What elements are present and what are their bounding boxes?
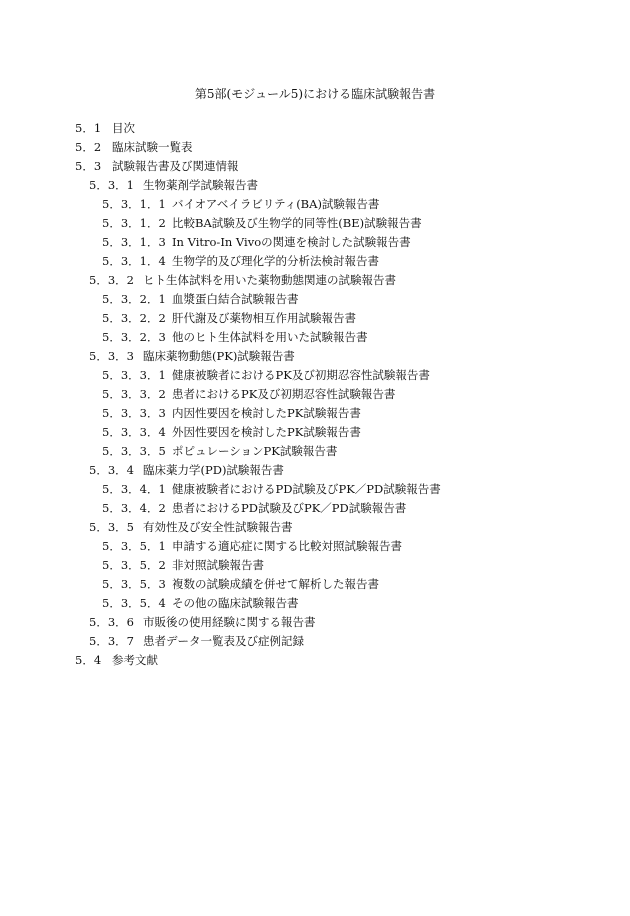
toc-entry-label: 非対照試験報告書 [172, 558, 264, 572]
toc-entry [0, 233, 630, 252]
toc-entry [0, 309, 630, 328]
toc-entry-label: 市販後の使用経験に関する報告書 [143, 615, 316, 629]
toc-entry-number: 5．3．5．2 [102, 558, 166, 572]
toc-entry-label: ヒト生体試料を用いた薬物動態関連の試験報告書 [143, 273, 396, 287]
toc-entry-number: 5．1 [75, 121, 102, 135]
toc-entry-number: 5．3．4．1 [102, 482, 166, 496]
toc-entry-label: 臨床薬力学(PD)試験報告書 [143, 463, 284, 477]
toc-entry-label: 健康被験者におけるPK及び初期忍容性試験報告書 [172, 368, 430, 382]
table-of-contents [0, 119, 630, 670]
toc-entry-label: 内因性要因を検討したPK試験報告書 [172, 406, 361, 420]
toc-entry-label: 有効性及び安全性試験報告書 [143, 520, 293, 534]
toc-entry-label: 血漿蛋白結合試験報告書 [172, 292, 299, 306]
toc-entry-label: 申請する適応症に関する比較対照試験報告書 [172, 539, 402, 553]
toc-entry-number: 5．3．3．1 [102, 368, 166, 382]
toc-entry-number: 5．3．3．4 [102, 425, 166, 439]
toc-entry-label: 臨床試験一覧表 [112, 140, 193, 154]
toc-entry-label: 患者におけるPD試験及びPK／PD試験報告書 [172, 501, 407, 515]
toc-entry [0, 613, 630, 632]
toc-entry-number: 5．3．1．4 [102, 254, 166, 268]
toc-entry-number: 5．3．7 [89, 634, 134, 648]
toc-entry [0, 461, 630, 480]
toc-entry-number: 5．3．3．5 [102, 444, 166, 458]
toc-entry [0, 138, 630, 157]
toc-entry-label: 健康被験者におけるPD試験及びPK／PD試験報告書 [172, 482, 441, 496]
toc-entry-label: バイオアベイラビリティ(BA)試験報告書 [172, 197, 380, 211]
toc-entry-label: 患者におけるPK及び初期忍容性試験報告書 [172, 387, 396, 401]
toc-entry-number: 5．3．2 [89, 273, 134, 287]
toc-entry [0, 404, 630, 423]
toc-entry [0, 195, 630, 214]
toc-entry-number: 5．3．4 [89, 463, 134, 477]
toc-entry [0, 347, 630, 366]
toc-entry-number: 5．3．1．1 [102, 197, 166, 211]
toc-entry-number: 5．3．4．2 [102, 501, 166, 515]
toc-entry [0, 632, 630, 651]
toc-entry-label: ポピュレーションPK試験報告書 [172, 444, 338, 458]
toc-entry [0, 537, 630, 556]
toc-entry-label: 比較BA試験及び生物学的同等性(BE)試験報告書 [172, 216, 422, 230]
toc-entry-number: 5．3．5 [89, 520, 134, 534]
toc-entry-label: 患者データ一覧表及び症例記録 [143, 634, 304, 648]
toc-entry-number: 5．3．2．1 [102, 292, 166, 306]
toc-entry [0, 518, 630, 537]
toc-entry-number: 5．2 [75, 140, 102, 154]
toc-entry [0, 442, 630, 461]
toc-entry-label: 複数の試験成績を併せて解析した報告書 [172, 577, 379, 591]
toc-entry-number: 5．4 [75, 653, 102, 667]
toc-entry-number: 5．3．1 [89, 178, 134, 192]
toc-entry-label: 目次 [112, 121, 135, 135]
toc-entry [0, 556, 630, 575]
toc-entry [0, 119, 630, 138]
toc-entry-label: 外因性要因を検討したPK試験報告書 [172, 425, 361, 439]
toc-entry-number: 5．3．3．2 [102, 387, 166, 401]
toc-entry [0, 594, 630, 613]
toc-entry [0, 214, 630, 233]
toc-entry-number: 5．3．2．3 [102, 330, 166, 344]
toc-entry-label: 生物薬剤学試験報告書 [143, 178, 258, 192]
toc-entry-label: 試験報告書及び関連情報 [112, 159, 239, 173]
toc-entry-number: 5．3．5．4 [102, 596, 166, 610]
toc-entry-number: 5．3．1．2 [102, 216, 166, 230]
toc-entry [0, 157, 630, 176]
toc-entry-label: 生物学的及び理化学的分析法検討報告書 [172, 254, 379, 268]
toc-entry [0, 385, 630, 404]
toc-entry-number: 5．3．5．3 [102, 577, 166, 591]
toc-entry-label: 肝代謝及び薬物相互作用試験報告書 [172, 311, 356, 325]
toc-entry [0, 651, 630, 670]
toc-entry-label: In Vitro-In Vivoの関連を検討した試験報告書 [172, 235, 411, 249]
toc-entry [0, 499, 630, 518]
toc-entry-label: その他の臨床試験報告書 [172, 596, 299, 610]
toc-entry [0, 423, 630, 442]
toc-entry-number: 5．3 [75, 159, 102, 173]
toc-entry [0, 575, 630, 594]
toc-entry-label: 参考文献 [112, 653, 158, 667]
toc-entry-number: 5．3．3 [89, 349, 134, 363]
toc-entry [0, 328, 630, 347]
toc-entry-number: 5．3．2．2 [102, 311, 166, 325]
toc-entry-number: 5．3．3．3 [102, 406, 166, 420]
page-title: 第5部(モジュール5)における臨床試験報告書 [194, 87, 436, 101]
toc-entry-number: 5．3．5．1 [102, 539, 166, 553]
toc-entry [0, 252, 630, 271]
toc-entry [0, 176, 630, 195]
toc-entry [0, 366, 630, 385]
toc-entry-number: 5．3．6 [89, 615, 134, 629]
toc-entry [0, 271, 630, 290]
toc-entry-number: 5．3．1．3 [102, 235, 166, 249]
toc-entry-label: 他のヒト生体試料を用いた試験報告書 [172, 330, 368, 344]
toc-entry-label: 臨床薬物動態(PK)試験報告書 [143, 349, 295, 363]
toc-entry [0, 290, 630, 309]
toc-entry [0, 480, 630, 499]
